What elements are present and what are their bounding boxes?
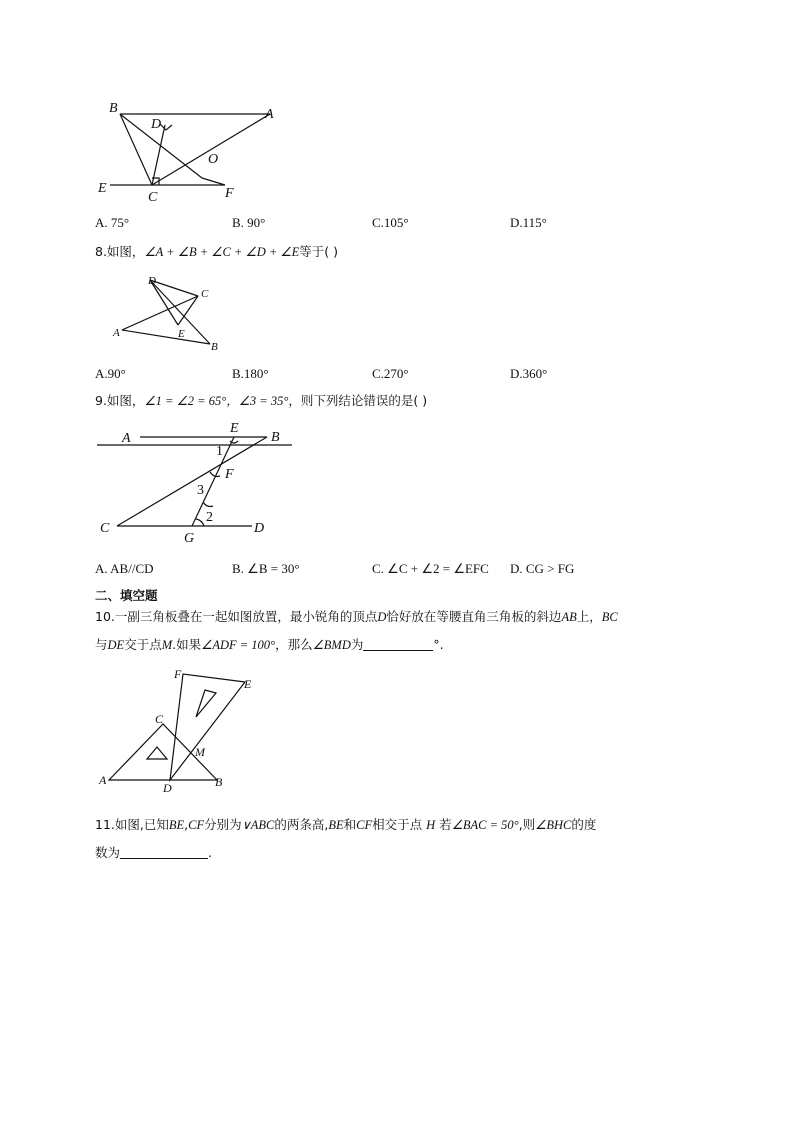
figure-q7 xyxy=(90,95,290,210)
fig7-label-F: F xyxy=(225,186,234,201)
fig9-label-E: E xyxy=(230,421,239,436)
fig9-label-1: 1 xyxy=(216,444,223,459)
figure-q9 xyxy=(92,416,297,548)
fig10-label-A: A xyxy=(99,773,107,787)
q10-line1: 10.一副三角板叠在一起如图放置，最小锐角的顶点D恰好放在等腰直角三角板的斜边AB上，BC xyxy=(95,609,618,624)
q9-option-d: D. CG > FG xyxy=(510,561,575,576)
section-heading-fill-in: 二、填空题 xyxy=(95,588,158,603)
fig9-label-2: 2 xyxy=(206,510,213,525)
fig9-label-D: D xyxy=(254,521,265,536)
fig10-label-M: M xyxy=(195,745,205,759)
q9-option-b: B. ∠B = 30° xyxy=(232,561,300,576)
q11-answer-blank[interactable] xyxy=(120,845,208,859)
figure-q10 xyxy=(95,662,265,802)
fig7-label-E: E xyxy=(98,181,107,196)
fig7-label-O: O xyxy=(208,152,219,167)
fig8-label-D: D xyxy=(148,275,156,287)
fig8-label-A: A xyxy=(113,327,120,339)
fig9-label-C: C xyxy=(100,521,110,536)
q9-option-c: C. ∠C + ∠2 = ∠EFC xyxy=(372,561,489,576)
q8-option-c: C.270° xyxy=(372,366,409,381)
fig10-label-D: D xyxy=(163,781,172,795)
fig9-label-F: F xyxy=(225,467,234,482)
q7-option-d: D.115° xyxy=(510,215,547,230)
q7-option-c: C.105° xyxy=(372,215,409,230)
q9-stem xyxy=(95,391,427,409)
fig7-label-C: C xyxy=(148,190,158,205)
q11-line1: 11.如图,已知BE,CF分别为∨ABC的两条高,BE和CF相交于点 H 若∠BAC = 50°,则∠BHC的度 xyxy=(95,817,597,832)
q8-stem xyxy=(95,242,338,260)
q11-line2: 数为 . xyxy=(95,845,212,860)
q9-number: 9.如图， xyxy=(95,393,145,408)
fig8-label-B: B xyxy=(211,341,218,353)
fig8-label-C: C xyxy=(201,288,209,300)
fig7-label-D: D xyxy=(151,117,162,132)
fig10-label-C: C xyxy=(155,712,164,726)
q8-option-b: B.180° xyxy=(232,366,269,381)
fig9-label-G: G xyxy=(184,531,195,546)
q9-tail: ，则下列结论错误的是( ) xyxy=(288,393,428,408)
fig10-label-E: E xyxy=(244,677,252,691)
fig9-label-B: B xyxy=(271,430,280,445)
fig10-label-F: F xyxy=(174,667,182,681)
fig9-label-A: A xyxy=(122,431,131,446)
q10-answer-blank[interactable] xyxy=(363,637,433,651)
q8-option-a: A.90° xyxy=(95,366,126,381)
q10-line2: 与DE交于点M.如果∠ADF = 100°，那么∠BMD为 °. xyxy=(95,637,444,652)
q8-expression: ∠A + ∠B + ∠C + ∠D + ∠E xyxy=(144,245,300,259)
fig10-label-B: B xyxy=(215,775,223,789)
q8-option-d: D.360° xyxy=(510,366,548,381)
fig7-label-B: B xyxy=(109,101,118,116)
q7-option-a: A. 75° xyxy=(95,215,130,230)
q7-option-b: B. 90° xyxy=(232,215,266,230)
q9-option-a: A. AB//CD xyxy=(95,561,154,576)
figure-q8 xyxy=(108,270,228,355)
fig7-label-A: A xyxy=(265,107,274,122)
fig8-label-E: E xyxy=(178,328,185,340)
q9-expression: ∠1 = ∠2 = 65°，∠3 = 35° xyxy=(144,394,289,408)
q8-number: 8.如图， xyxy=(95,244,145,259)
fig9-label-3: 3 xyxy=(197,483,204,498)
q8-tail: 等于( ) xyxy=(299,244,338,259)
